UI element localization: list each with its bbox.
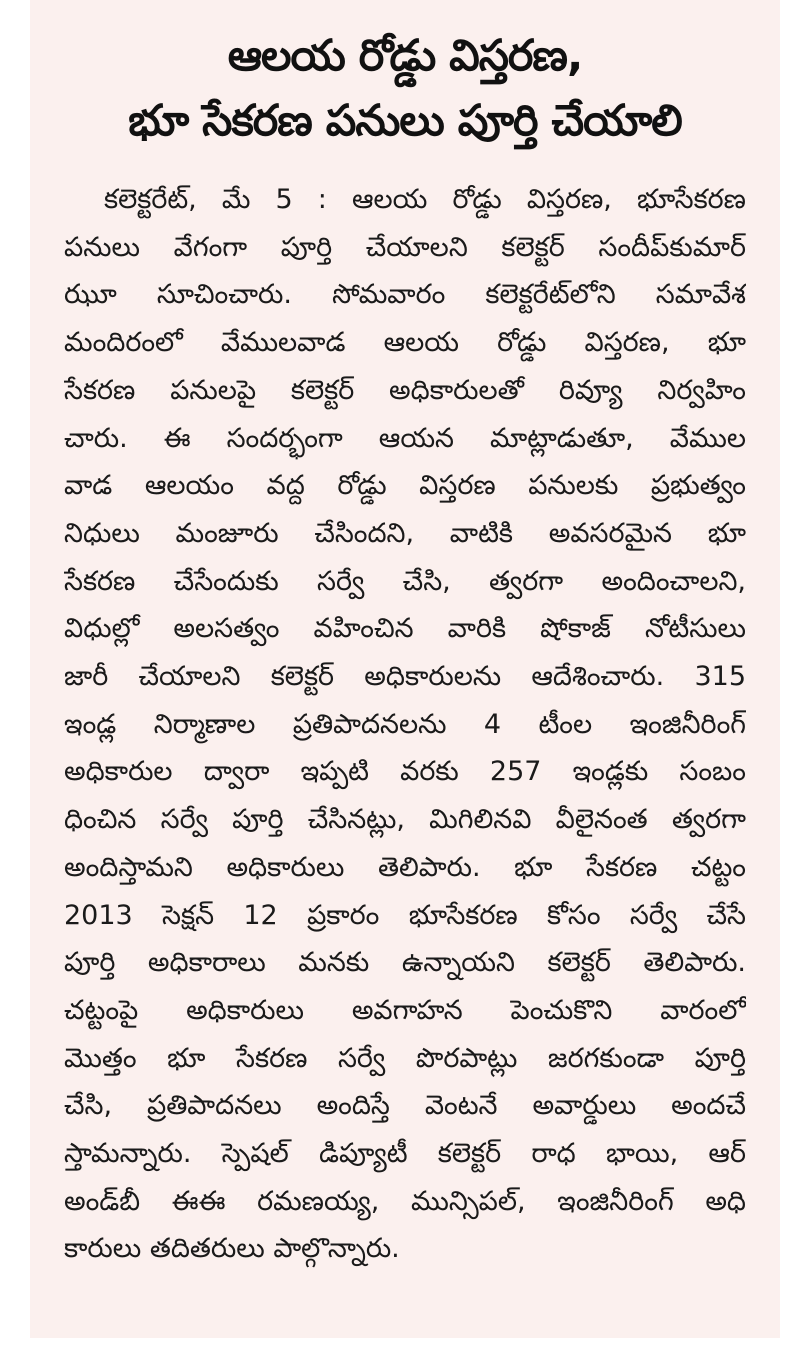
body-line: నిధులు మంజూరు చేసిందని, వాటికి అవసరమైన భూ [64,517,746,549]
article-headline [64,24,746,154]
body-line: చేసి, ప్రతిపాదనలు అందిస్తే వెంటనే అవార్డులు అందచే [64,1090,746,1122]
body-line: కారులు తదితరులు పాల్గొన్నారు. [64,1233,400,1265]
body-line: ధించిన సర్వే పూర్తి చేసినట్లు, మిగిలినవి వీలైనంత త్వరగా [64,804,746,836]
body-line: 2013 సెక్షన్ 12 ప్రకారం భూసేకరణ కోసం సర్వే చేసే [64,899,746,931]
newspaper-clipping [30,0,780,1338]
body-line: అండ్‌బీ ఈఈ రమణయ్య, మున్సిపల్, ఇంజినీరింగ్ అధి [64,1185,746,1217]
body-line: సేకరణ పనులపై కలెక్టర్ అధికారులతో రివ్యూ నిర్వహిం [64,374,746,406]
body-line: కలెక్టరేట్, మే 5 : ఆలయ రోడ్డు విస్తరణ, భూసేకరణ [104,184,746,215]
headline-line: ఆలయ రోడ్డు విస్తరణ, [227,31,583,81]
body-line: పూర్తి అధికారాలు మనకు ఉన్నాయని కలెక్టర్ తెలిపారు. [64,947,746,979]
body-line: సేకరణ చేసేందుకు సర్వే చేసి, త్వరగా అందించాలని, [64,565,746,597]
body-line: చట్టంపై అధికారులు అవగాహన పెంచుకొని వారంలో [64,994,746,1026]
body-line: అందిస్తామని అధికారులు తెలిపారు. భూ సేకరణ చట్టం [64,851,746,883]
body-line: అధికారుల ద్వారా ఇప్పటి వరకు 257 ఇండ్లకు సంబం [64,756,746,788]
body-line: జారీ చేయాలని కలెక్టర్ అధికారులను ఆదేశించారు. 315 [64,661,746,693]
body-line: విధుల్లో అలసత్వం వహించిన వారికి షోకాజ్ నోటీసులు [64,613,746,645]
body-line: స్తామన్నారు. స్పెషల్ డిప్యూటీ కలెక్టర్ రాధ భాయి, ఆర్ [64,1138,746,1170]
body-line: పనులు వేగంగా పూర్తి చేయాలని కలెక్టర్ సందీప్‌కుమార్ [64,231,746,263]
headline-line: భూ సేకరణ పనులు పూర్తి చేయాలి [128,96,682,146]
body-line: ఇండ్ల నిర్మాణాల ప్రతిపాదనలను 4 టీంల ఇంజినీరింగ్ [64,708,746,740]
body-line: ఝూ సూచించారు. సోమవారం కలెక్టరేట్‌లోని సమావేశ [64,279,746,311]
body-line: వాడ ఆలయం వద్ద రోడ్డు విస్తరణ పనులకు ప్రభుత్వం [64,470,746,502]
body-line: మొత్తం భూ సేకరణ సర్వే పొరపాట్లు జరగకుండా పూర్తి [64,1042,746,1074]
body-line: మందిరంలో వేములవాడ ఆలయ రోడ్డు విస్తరణ, భూ [64,327,746,359]
body-line: చారు. ఈ సందర్భంగా ఆయన మాట్లాడుతూ, వేముల [64,422,746,454]
article-body [64,176,746,1273]
